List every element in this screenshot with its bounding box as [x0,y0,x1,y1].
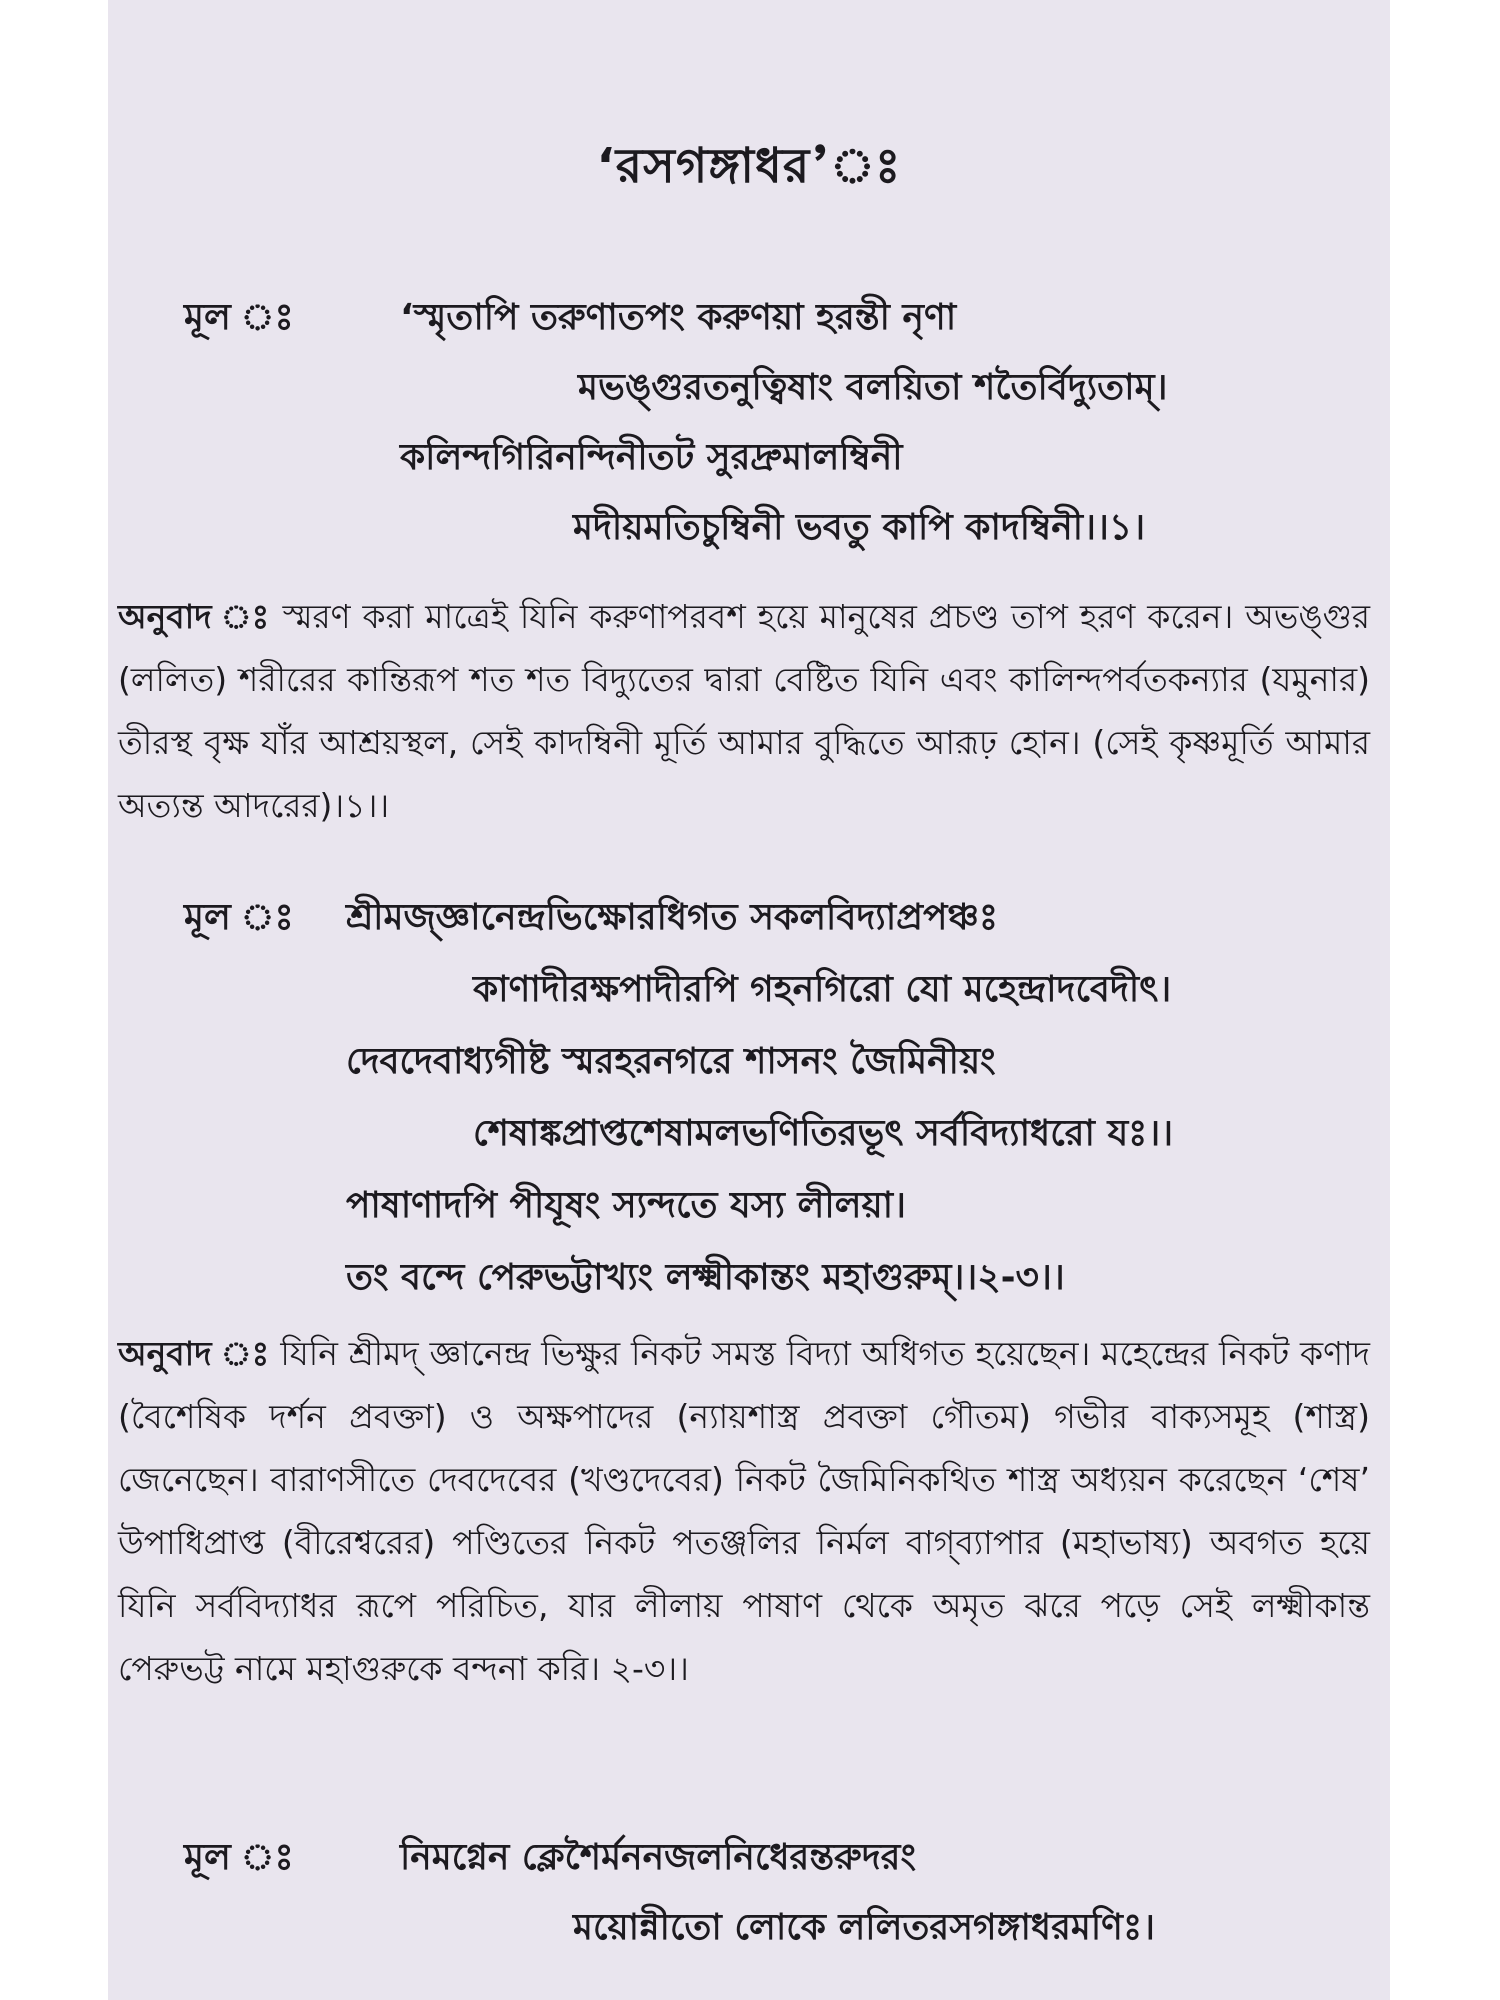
verse-line: ময়োন্নীতো লোকে ললিতরসগঙ্গাধরমণিঃ। [573,1907,1156,1948]
verse-line: পাষাণাদপি পীযূষং স্যন্দতে যস্য লীলয়া। [346,1185,906,1226]
verse-label: মূল ঃ [184,297,294,338]
translation-paragraph [118,585,1370,837]
verse-line: নিমগ্নেন ক্লেশৈর্মননজলনিধেরন্তরুদরং [400,1837,916,1878]
page-title: ‘রসগঙ্গাধর’ঃ [596,138,902,194]
verse-label: মূল ঃ [184,897,294,938]
verse-label: মূল ঃ [184,1837,294,1878]
translation-text: যিনি শ্রীমদ্ জ্ঞানেন্দ্র ভিক্ষুর নিকট সমস্ত বিদ্যা অধিগত হয়েছেন। মহেন্দ্রের নিকট কণাদ (বৈশেষিক দর্শন প্রবক্তা) ও অক্ষপাদের (ন্যায়শাস্ত্র প্রবক্তা গৌতম) গভীর বাক্যসমূহ (শাস্ত্র) জেনেছেন। বারাণসীতে দেবদেবের (খণ্ডদেবের) নিকট জৈমিনিকথিত শাস্ত্র অধ্যয়ন করেছেন ‘শেষ’ উপাধিপ্রাপ্ত (বীরেশ্বরের) পণ্ডিতের নিকট পতঞ্জলির নির্মল বাগ্‌ব্যাপার (মহাভাষ্য) অবগত হয়ে যিনি সর্ববিদ্যাধর রূপে পরিচিত, যার লীলায় পাষাণ থেকে অমৃত ঝরে পড়ে সেই লক্ষ্মীকান্ত পেরুভট্ট নামে মহাগুরুকে বন্দনা করি। ২-৩।। [118,1334,1370,1688]
verse-line: মদীয়মতিচুম্বিনী ভবতু কাপি কাদম্বিনী।।১। [573,507,1146,548]
book-page [108,0,1390,2000]
verse-line: তং বন্দে পেরুভট্টাখ্যং লক্ষ্মীকান্তং মহাগুরুম্।।২-৩।। [346,1257,1065,1298]
translation-label: অনুবাদ ঃ [118,597,271,636]
translation-paragraph [118,1322,1370,1700]
verse-line: মভঙ্গুরতনুত্বিষাং বলয়িতা শতৈর্বিদ্যুতাম্। [578,367,1168,408]
translation-text: স্মরণ করা মাত্রেই যিনি করুণাপরবশ হয়ে মানুষের প্রচণ্ড তাপ হরণ করেন। অভঙ্গুর (ললিত) শরীরের কান্তিরূপ শত শত বিদ্যুতের দ্বারা বেষ্টিত যিনি এবং কালিন্দপর্বতকন্যার (যমুনার) তীরস্থ বৃক্ষ যাঁর আশ্রয়স্থল, সেই কাদম্বিনী মূর্তি আমার বুদ্ধিতে আরূঢ় হোন। (সেই কৃষ্ণমূর্তি আমার অত্যন্ত আদরের)।১।। [118,597,1370,825]
translation-label: অনুবাদ ঃ [118,1334,270,1373]
verse-line: কলিন্দগিরিনন্দিনীতট সুরদ্রুমালম্বিনী [400,437,903,478]
verse-line: শ্রীমজ্জ্ঞানেন্দ্রভিক্ষোরধিগত সকলবিদ্যাপ্রপঞ্চঃ [346,897,999,938]
verse-line: কাণাদীরক্ষপাদীরপি গহনগিরো যো মহেন্দ্রাদবেদীৎ। [473,969,1172,1010]
verse-line: ‘স্মৃতাপি তরুণাতপং করুণয়া হরন্তী নৃণা [400,297,957,338]
verse-line: দেবদেবাধ্যগীষ্ট স্মরহরনগরে শাসনং জৈমিনীয়ং [346,1041,996,1082]
verse-line: শেষাঙ্কপ্রাপ্তশেষামলভণিতিরভূৎ সর্ববিদ্যাধরো যঃ।। [473,1113,1174,1154]
